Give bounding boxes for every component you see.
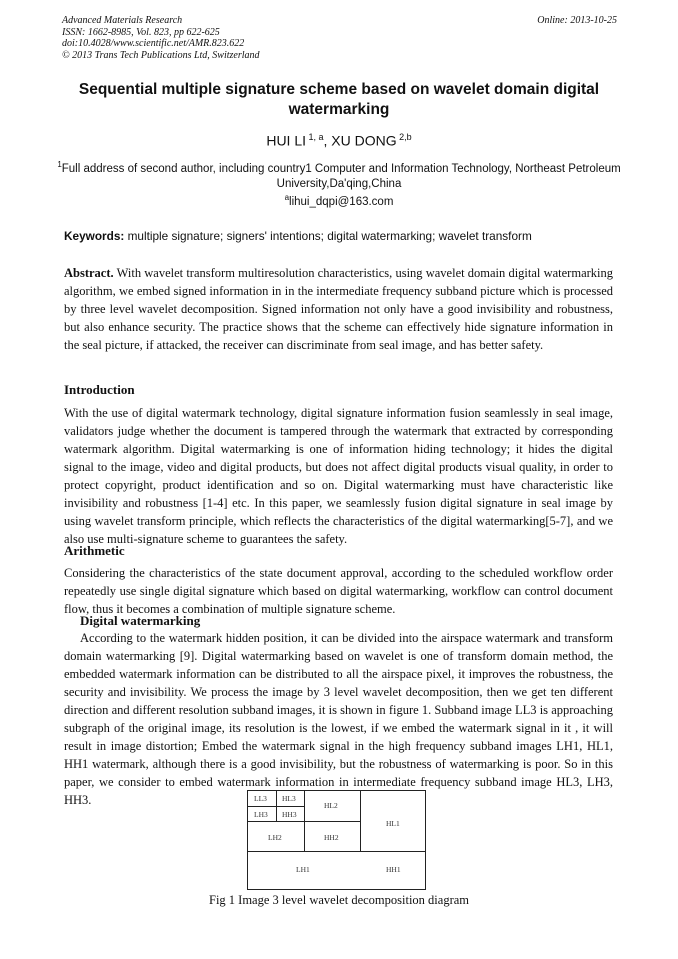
journal-name: Advanced Materials Research xyxy=(62,15,183,26)
affiliation-sup: 1 xyxy=(57,160,62,169)
journal-header xyxy=(62,15,617,61)
author-1-sup: 1, a xyxy=(306,132,324,142)
abstract-label: Abstract. xyxy=(64,266,114,280)
arithmetic-heading: Arithmetic xyxy=(64,543,125,558)
figure-caption: Fig 1 Image 3 level wavelet decomposition diagram xyxy=(209,893,469,907)
introduction-text: With the use of digital watermark technology, digital signature information fusion seamlessly in seal image, validators judge whether the document is tampered through the watermark that extracted by corresponding watermark algorithm. Digital watermarking is one of information hiding technology; it hides the digital signal to the image, video and digital products, but does not affect digital products visual quality, in order to protect copyright, product identification and so on. Digital watermarking must have characteristic like invisibility and robustness [1-4] etc. In this paper, we seamlessly fusion digital signature in seal image by using wavelet transform principle, which reflects the characteristics of the digital watermarking[5-7], and we also use multi-signature scheme to guarantees the safety. xyxy=(64,406,613,546)
affiliation xyxy=(40,157,638,192)
fig-divider-h1 xyxy=(248,851,425,852)
digital-watermarking-heading: Digital watermarking xyxy=(80,613,201,628)
keywords-label: Keywords: xyxy=(64,229,125,243)
wavelet-decomposition-figure xyxy=(247,790,426,890)
digital-watermarking-text: According to the watermark hidden position, it can be divided into the airspace watermark and transform domain watermarking [9]. Digital watermarking based on wavelet is one of transform domain method, the embedded watermark information can be distributed to all the airspace pixel, it improves the robustness, the security and invisibility. We process the image by 3 level wavelet decomposition, then we get ten different direction and different resolution subband images, it is shown in figure 1. Subband image LL3 is approaching subgraph of the original image, its resolution is the lowest, if we embed the watermark signal in it , it will result in image distortion; Embed the watermark signal in the high frequency subband images LH1, HL1, HH1 watermark, although there is a good invisibility, but the robustness of watermarking is poor. So in this paper, we consider to embed watermark information in intermediate frequency subband image HL3, LH3, HH3. xyxy=(64,631,613,807)
affiliation-text: Full address of second author, including country1 Computer and Information Technology, Northeast Petroleum University,Da'qing,China xyxy=(61,162,621,190)
label-lh2: LH2 xyxy=(268,833,282,842)
label-lh1: LH1 xyxy=(296,865,310,874)
keywords xyxy=(64,229,616,243)
label-hh3: HH3 xyxy=(282,810,297,819)
label-hl3: HL3 xyxy=(282,794,296,803)
issn-line: ISSN: 1662-8985, Vol. 823, pp 622-625 xyxy=(62,26,220,38)
copyright-line: © 2013 Trans Tech Publications Ltd, Switzerland xyxy=(62,49,260,61)
label-hh1: HH1 xyxy=(386,865,401,874)
author-2-sup: 2,b xyxy=(396,132,412,142)
author-2: , XU DONG xyxy=(323,132,397,149)
label-lh3: LH3 xyxy=(254,810,268,819)
online-date: Online: 2013-10-25 xyxy=(537,15,617,26)
email-address: lihui_dqpi@163.com xyxy=(289,195,394,208)
arithmetic-text: Considering the characteristics of the state document approval, according to the scheduled workflow order repeatedly use single digital signature which based on digital watermarking, workflow can control document flow, thus it becomes a combination of multiple signature scheme. xyxy=(64,566,613,616)
label-hl2: HL2 xyxy=(324,801,338,810)
author-1: HUI LI xyxy=(266,132,307,149)
keywords-text: multiple signature; signers' intentions; digital watermarking; wavelet transform xyxy=(124,229,532,243)
doi-line: doi:10.4028/www.scientific.net/AMR.823.622 xyxy=(62,38,245,49)
label-ll3: LL3 xyxy=(254,794,267,803)
abstract-text: With wavelet transform multiresolution characteristics, using wavelet domain digital watermarking algorithm, we embed signed information in in the intermediate frequency subband picture which is processed by three level wavelet decomposition. Signed information not only have a good invisibility and robustness, but also enhance security. The practice shows that the scheme can effectively hide signature information in the seal picture, if attacked, the receiver can discriminate from seal image, and has better safety. xyxy=(64,266,613,352)
label-hh2: HH2 xyxy=(324,833,339,842)
abstract xyxy=(64,264,613,354)
author-line xyxy=(0,132,678,149)
fig-divider-h3 xyxy=(248,806,304,807)
fig-divider-v1 xyxy=(360,791,361,851)
label-hl1: HL1 xyxy=(386,819,400,828)
email-sup: a xyxy=(284,193,290,202)
introduction-heading: Introduction xyxy=(64,382,135,397)
fig-divider-h2 xyxy=(248,821,360,822)
paper-title: Sequential multiple signature scheme based on wavelet domain digital watermarking xyxy=(78,81,600,118)
email-line xyxy=(0,193,678,208)
